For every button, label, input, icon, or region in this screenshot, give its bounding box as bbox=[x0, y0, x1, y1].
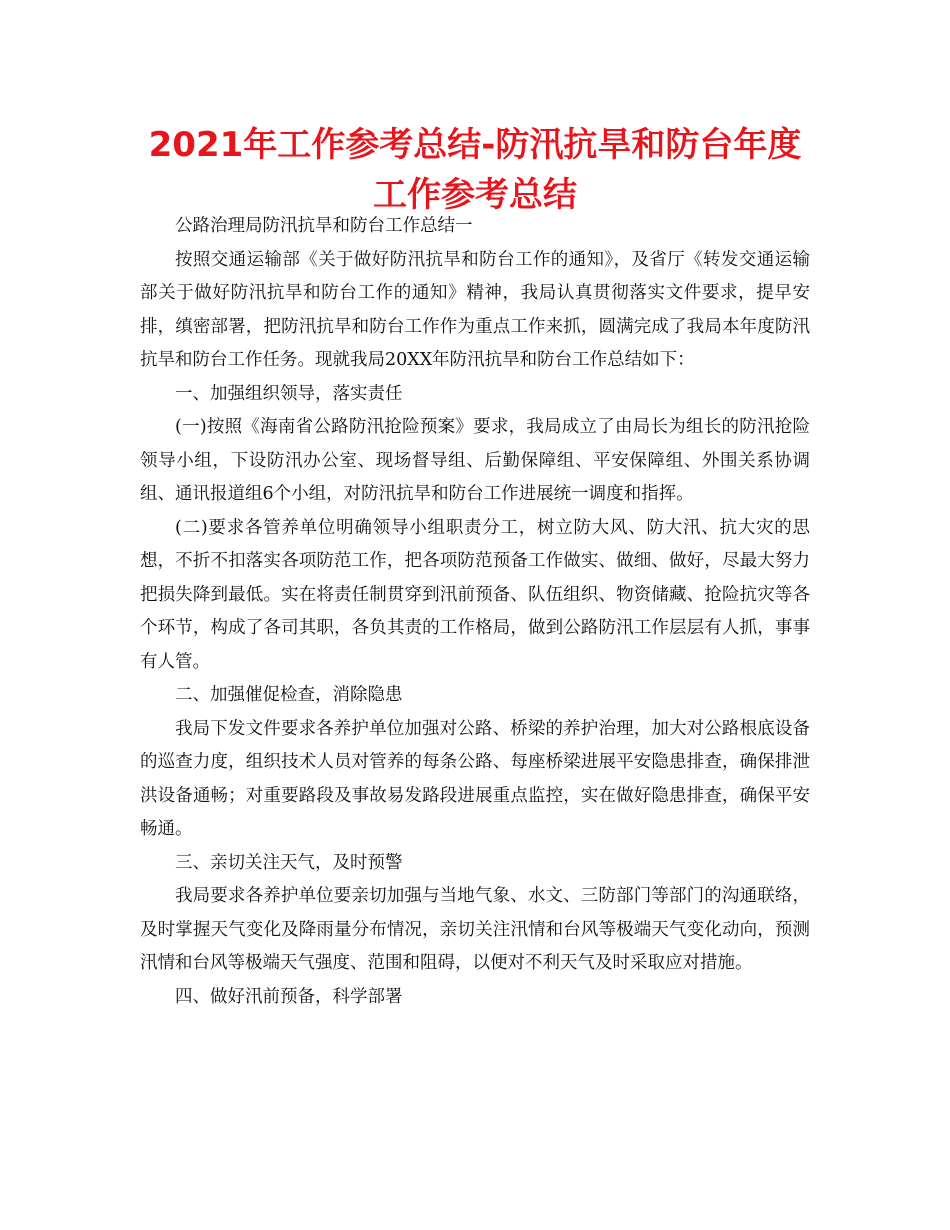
section-heading-4: 四、做好汛前预备，科学部署 bbox=[175, 986, 403, 1007]
section-heading-2: 二、加强催促检查，消除隐患 bbox=[175, 685, 403, 705]
paragraph-subtitle: 公路治理局防汛抗旱和防台工作总结一 bbox=[175, 216, 473, 236]
section-heading-1: 一、加强组织领导，落实责任 bbox=[175, 383, 403, 404]
document-body bbox=[140, 210, 810, 1014]
document-title: 2021年工作参考总结-防汛抗旱和防台年度工作参考总结 bbox=[148, 125, 802, 215]
section-heading-3: 三、亲切关注天气，及时预警 bbox=[175, 852, 403, 873]
paragraph-3: 我局要求各养护单位要亲切加强与当地气象、水文、三防部门等部门的沟通联络，及时掌握天气变化及降雨量分布情况，亲切关注汛情和台风等极端天气变化动向，预测汛情和台风等极端天气强度、范围和阻碍，以便对不利天气及时采取应对措施。 bbox=[140, 886, 810, 973]
paragraph-1-1: (一)按照《海南省公路防汛抢险预案》要求，我局成立了由局长为组长的防汛抢险领导小组，下设防汛办公室、现场督导组、后勤保障组、平安保障组、外围关系协调组、通讯报道组6个小组，对防汛抗旱和防台工作进展统一调度和指挥。 bbox=[140, 417, 810, 504]
paragraph-intro: 按照交通运输部《关于做好防汛抗旱和防台工作的通知》，及省厅《转发交通运输部关于做好防汛抗旱和防台工作的通知》精神，我局认真贯彻落实文件要求，提早安排，缜密部署，把防汛抗旱和防台工作作为重点工作来抓，圆满完成了我局本年度防汛抗旱和防台工作任务。现就我局20XX年防汛抗旱和防台工作总结如下： bbox=[140, 249, 810, 370]
paragraph-1-2: (二)要求各管养单位明确领导小组职责分工，树立防大风、防大汛、抗大灾的思想，不折不扣落实各项防范工作，把各项防范预备工作做实、做细、做好，尽最大努力把损失降到最低。实在将责任制贯穿到汛前预备、队伍组织、物资储藏、抢险抗灾等各个环节，构成了各司其职，各负其责的工作格局，做到公路防汛工作层层有人抓，事事有人管。 bbox=[140, 517, 810, 672]
paragraph-2: 我局下发文件要求各养护单位加强对公路、桥梁的养护治理，加大对公路根底设备的巡查力度，组织技术人员对管养的每条公路、每座桥梁进展平安隐患排查，确保排泄洪设备通畅；对重要路段及事故易发路段进展重点监控，实在做好隐患排查，确保平安畅通。 bbox=[140, 718, 810, 839]
